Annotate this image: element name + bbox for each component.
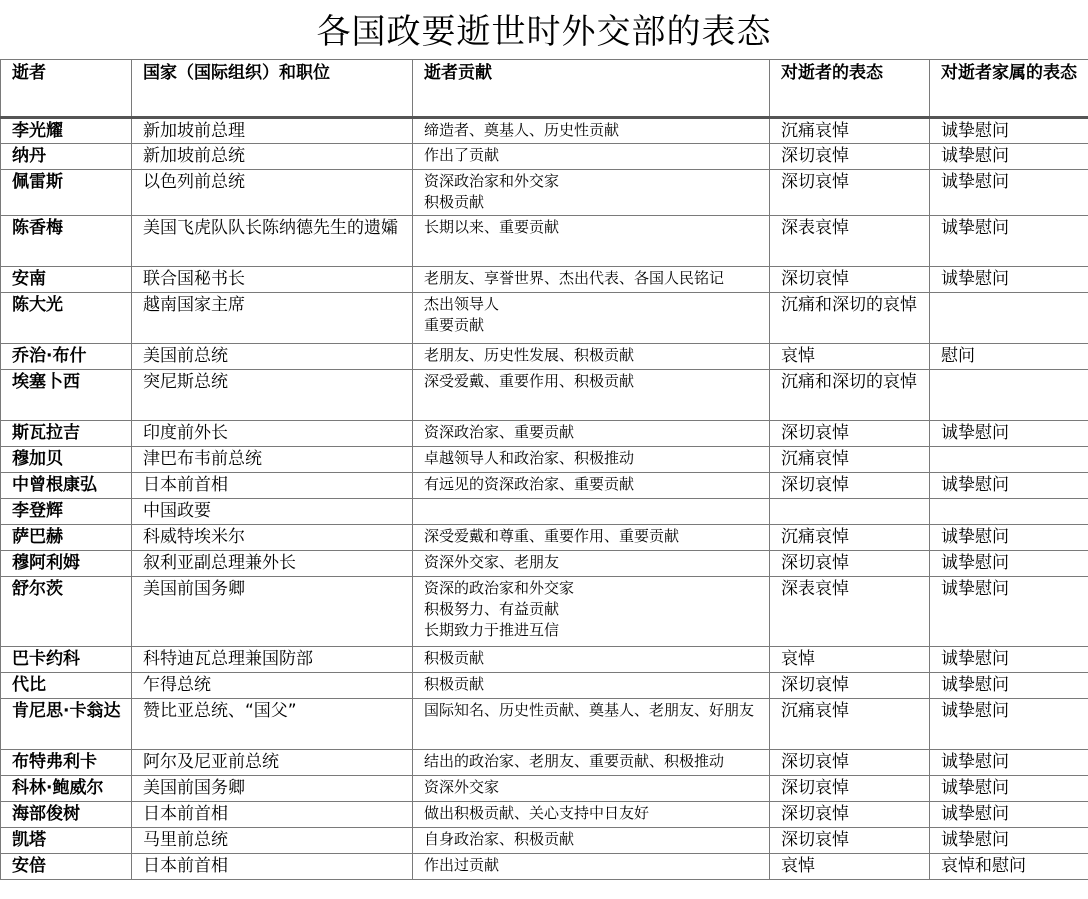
cell-stance: 深切哀悼 (770, 551, 930, 577)
cell-stance: 沉痛哀悼 (770, 699, 930, 750)
cell-stance: 哀悼 (770, 344, 930, 370)
table-row (1, 344, 1088, 370)
cell-position: 日本前首相 (132, 802, 413, 828)
table-row (1, 170, 1088, 216)
cell-position: 马里前总统 (132, 828, 413, 854)
cell-stance: 深切哀悼 (770, 673, 930, 699)
page-title: 各国政要逝世时外交部的表态 (316, 12, 772, 52)
cell-stance: 哀悼 (770, 647, 930, 673)
contribution-line: 卓越领导人和政治家、积极推动 (424, 449, 635, 467)
cell-contribution (413, 673, 770, 699)
cell-position: 日本前首相 (132, 854, 413, 880)
cell-family-stance (930, 447, 1088, 473)
cell-family-stance: 诚挚慰问 (930, 699, 1088, 750)
contribution-line: 资深政治家、重要贡献 (424, 423, 575, 441)
column-header-contribution: 逝者贡献 (413, 60, 770, 118)
cell-position: 越南国家主席 (132, 293, 413, 344)
cell-family-stance (930, 293, 1088, 344)
cell-position: 日本前首相 (132, 473, 413, 499)
cell-family-stance (930, 370, 1088, 421)
contribution-line: 积极贡献 (424, 675, 485, 693)
contribution-line: 结出的政治家、老朋友、重要贡献、积极推动 (424, 752, 725, 770)
column-header-position: 国家（国际组织）和职位 (132, 60, 413, 118)
cell-deceased-name: 安南 (1, 267, 132, 293)
table-row (1, 525, 1088, 551)
table-row (1, 118, 1088, 144)
cell-position: 阿尔及尼亚前总统 (132, 750, 413, 776)
table-row (1, 854, 1088, 880)
cell-deceased-name: 佩雷斯 (1, 170, 132, 216)
cell-stance: 沉痛和深切的哀悼 (770, 293, 930, 344)
cell-contribution (413, 370, 770, 421)
cell-contribution (413, 216, 770, 267)
cell-stance: 沉痛哀悼 (770, 118, 930, 144)
contribution-line: 重要贡献 (424, 316, 485, 334)
cell-family-stance: 诚挚慰问 (930, 647, 1088, 673)
cell-position: 科特迪瓦总理兼国防部 (132, 647, 413, 673)
cell-deceased-name: 中曾根康弘 (1, 473, 132, 499)
table-row (1, 144, 1088, 170)
cell-position: 美国飞虎队队长陈纳德先生的遗孀 (132, 216, 413, 267)
cell-stance: 深切哀悼 (770, 750, 930, 776)
table-row (1, 473, 1088, 499)
cell-family-stance: 诚挚慰问 (930, 673, 1088, 699)
cell-family-stance: 诚挚慰问 (930, 525, 1088, 551)
table-row (1, 447, 1088, 473)
cell-deceased-name: 穆阿利姆 (1, 551, 132, 577)
cell-contribution (413, 776, 770, 802)
cell-deceased-name: 凯塔 (1, 828, 132, 854)
cell-contribution (413, 293, 770, 344)
contribution-line: 积极贡献 (424, 193, 485, 211)
cell-stance: 哀悼 (770, 854, 930, 880)
cell-deceased-name: 萨巴赫 (1, 525, 132, 551)
contribution-line: 做出积极贡献、关心支持中日友好 (424, 804, 650, 822)
cell-family-stance: 诚挚慰问 (930, 170, 1088, 216)
cell-family-stance: 诚挚慰问 (930, 828, 1088, 854)
cell-stance: 深切哀悼 (770, 421, 930, 447)
table-row (1, 216, 1088, 267)
cell-deceased-name: 斯瓦拉吉 (1, 421, 132, 447)
cell-stance: 沉痛哀悼 (770, 525, 930, 551)
cell-contribution (413, 647, 770, 673)
cell-family-stance: 诚挚慰问 (930, 776, 1088, 802)
cell-deceased-name: 陈大光 (1, 293, 132, 344)
table-row (1, 551, 1088, 577)
cell-position: 叙利亚副总理兼外长 (132, 551, 413, 577)
cell-contribution (413, 118, 770, 144)
cell-deceased-name: 李光耀 (1, 118, 132, 144)
cell-family-stance: 诚挚慰问 (930, 267, 1088, 293)
cell-deceased-name: 科林·鲍威尔 (1, 776, 132, 802)
table-row (1, 802, 1088, 828)
table-row (1, 421, 1088, 447)
cell-deceased-name: 肯尼思·卡翁达 (1, 699, 132, 750)
cell-family-stance: 诚挚慰问 (930, 551, 1088, 577)
contribution-line: 老朋友、历史性发展、积极贡献 (424, 346, 635, 364)
cell-family-stance (930, 499, 1088, 525)
table-row (1, 750, 1088, 776)
table-row (1, 577, 1088, 647)
contribution-line: 深受爱戴、重要作用、积极贡献 (424, 372, 635, 390)
cell-position: 新加坡前总统 (132, 144, 413, 170)
cell-stance (770, 499, 930, 525)
cell-deceased-name: 穆加贝 (1, 447, 132, 473)
contribution-line: 深受爱戴和尊重、重要作用、重要贡献 (424, 527, 680, 545)
cell-contribution (413, 499, 770, 525)
column-header-stance: 对逝者的表态 (770, 60, 930, 118)
table-row (1, 673, 1088, 699)
cell-contribution (413, 699, 770, 750)
cell-contribution (413, 267, 770, 293)
cell-contribution (413, 802, 770, 828)
cell-position: 科威特埃米尔 (132, 525, 413, 551)
column-header-deceased: 逝者 (1, 60, 132, 118)
table-row (1, 647, 1088, 673)
cell-position: 以色列前总统 (132, 170, 413, 216)
contribution-line: 国际知名、历史性贡献、奠基人、老朋友、好朋友 (424, 701, 755, 719)
table-row (1, 267, 1088, 293)
cell-deceased-name: 李登辉 (1, 499, 132, 525)
cell-position: 中国政要 (132, 499, 413, 525)
cell-contribution (413, 525, 770, 551)
contribution-line: 资深的政治家和外交家 (424, 579, 575, 597)
cell-family-stance: 诚挚慰问 (930, 473, 1088, 499)
cell-deceased-name: 代比 (1, 673, 132, 699)
contribution-line: 资深外交家 (424, 778, 500, 796)
cell-deceased-name: 安倍 (1, 854, 132, 880)
cell-position: 美国前总统 (132, 344, 413, 370)
cell-deceased-name: 巴卡约科 (1, 647, 132, 673)
contribution-line: 作出了贡献 (424, 146, 500, 164)
cell-contribution (413, 447, 770, 473)
cell-family-stance: 诚挚慰问 (930, 118, 1088, 144)
condolence-table (0, 59, 1088, 880)
table-row (1, 370, 1088, 421)
cell-deceased-name: 乔治·布什 (1, 344, 132, 370)
contribution-line: 长期以来、重要贡献 (424, 218, 560, 236)
cell-stance: 深表哀悼 (770, 216, 930, 267)
table-row (1, 499, 1088, 525)
cell-family-stance: 慰问 (930, 344, 1088, 370)
cell-position: 津巴布韦前总统 (132, 447, 413, 473)
cell-contribution (413, 473, 770, 499)
contribution-line: 自身政治家、积极贡献 (424, 830, 575, 848)
cell-family-stance: 诚挚慰问 (930, 802, 1088, 828)
cell-position: 乍得总统 (132, 673, 413, 699)
cell-stance: 深切哀悼 (770, 828, 930, 854)
cell-deceased-name: 纳丹 (1, 144, 132, 170)
cell-stance: 深切哀悼 (770, 267, 930, 293)
cell-position: 赞比亚总统、“国父” (132, 699, 413, 750)
cell-contribution (413, 144, 770, 170)
cell-contribution (413, 421, 770, 447)
cell-deceased-name: 布特弗利卡 (1, 750, 132, 776)
cell-stance: 深切哀悼 (770, 776, 930, 802)
cell-deceased-name: 海部俊树 (1, 802, 132, 828)
table-row (1, 776, 1088, 802)
cell-deceased-name: 舒尔茨 (1, 577, 132, 647)
cell-position: 突尼斯总统 (132, 370, 413, 421)
contribution-line: 作出过贡献 (424, 856, 500, 874)
cell-stance: 深切哀悼 (770, 802, 930, 828)
contribution-line: 缔造者、奠基人、历史性贡献 (424, 121, 620, 139)
contribution-line: 有远见的资深政治家、重要贡献 (424, 475, 635, 493)
cell-family-stance: 诚挚慰问 (930, 421, 1088, 447)
table-row (1, 293, 1088, 344)
table-row (1, 699, 1088, 750)
cell-stance: 深切哀悼 (770, 473, 930, 499)
contribution-line: 资深政治家和外交家 (424, 172, 560, 190)
cell-position: 印度前外长 (132, 421, 413, 447)
cell-contribution (413, 577, 770, 647)
cell-family-stance: 诚挚慰问 (930, 216, 1088, 267)
contribution-line: 长期致力于推进互信 (424, 621, 560, 639)
cell-family-stance: 哀悼和慰问 (930, 854, 1088, 880)
cell-position: 美国前国务卿 (132, 776, 413, 802)
cell-contribution (413, 170, 770, 216)
cell-contribution (413, 344, 770, 370)
cell-position: 美国前国务卿 (132, 577, 413, 647)
cell-deceased-name: 陈香梅 (1, 216, 132, 267)
contribution-line: 积极努力、有益贡献 (424, 600, 560, 618)
cell-stance: 深切哀悼 (770, 144, 930, 170)
header-row (1, 60, 1088, 118)
cell-family-stance: 诚挚慰问 (930, 577, 1088, 647)
cell-contribution (413, 828, 770, 854)
cell-stance: 深切哀悼 (770, 170, 930, 216)
cell-position: 联合国秘书长 (132, 267, 413, 293)
column-header-family-stance: 对逝者家属的表态 (930, 60, 1088, 118)
cell-family-stance: 诚挚慰问 (930, 750, 1088, 776)
cell-position: 新加坡前总理 (132, 118, 413, 144)
contribution-line: 杰出领导人 (424, 295, 500, 313)
contribution-line: 老朋友、享誉世界、杰出代表、各国人民铭记 (424, 269, 725, 287)
cell-contribution (413, 551, 770, 577)
cell-contribution (413, 750, 770, 776)
cell-stance: 沉痛哀悼 (770, 447, 930, 473)
cell-deceased-name: 埃塞卜西 (1, 370, 132, 421)
table-row (1, 828, 1088, 854)
cell-stance: 沉痛和深切的哀悼 (770, 370, 930, 421)
cell-stance: 深表哀悼 (770, 577, 930, 647)
contribution-line: 资深外交家、老朋友 (424, 553, 560, 571)
contribution-line: 积极贡献 (424, 649, 485, 667)
cell-family-stance: 诚挚慰问 (930, 144, 1088, 170)
cell-contribution (413, 854, 770, 880)
